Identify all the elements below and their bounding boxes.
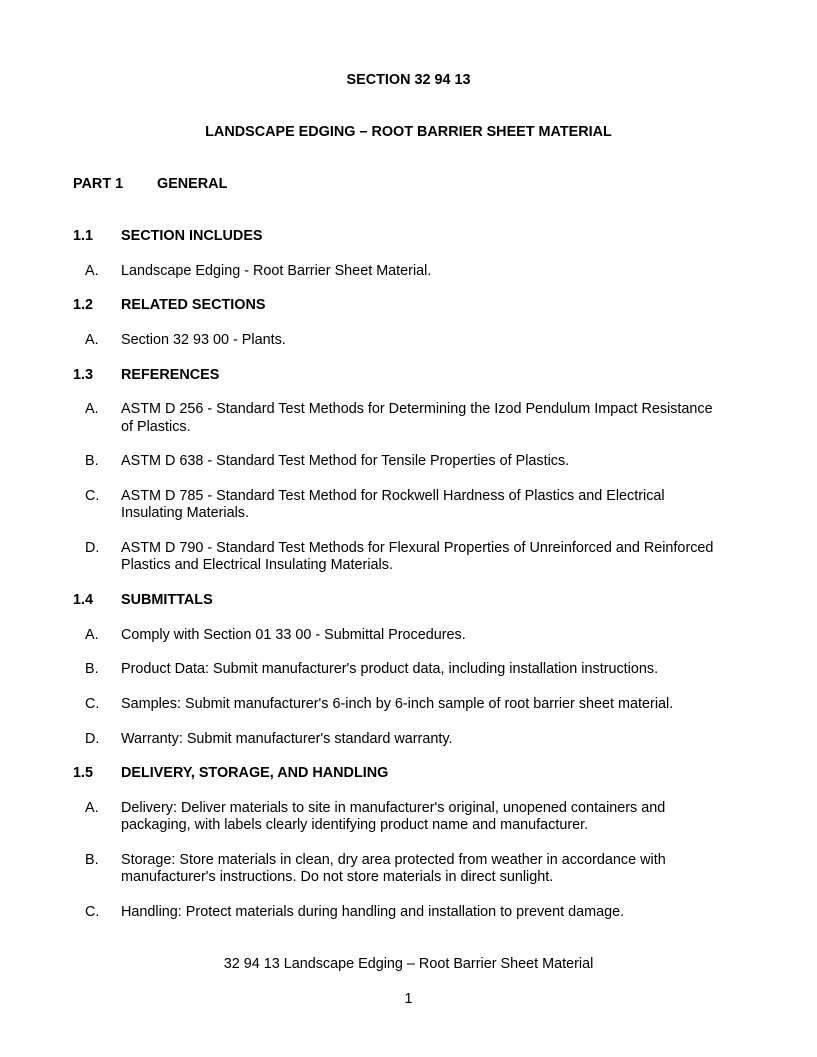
item-text: Comply with Section 01 33 00 - Submittal Procedures. — [121, 627, 466, 643]
item-text: ASTM D 785 - Standard Test Method for Rockwell Hardness of Plastics and Electrical — [121, 488, 665, 504]
part-title: GENERAL — [157, 176, 228, 192]
item-text-continued: Insulating Materials. — [121, 505, 249, 521]
item-text: Handling: Protect materials during handling and installation to prevent damage. — [121, 904, 625, 920]
article-title: SUBMITTALS — [121, 592, 213, 608]
item-letter: B. — [85, 852, 99, 868]
item-text: Landscape Edging - Root Barrier Sheet Material. — [121, 263, 432, 279]
item-text: Product Data: Submit manufacturer's product data, including installation instructions. — [121, 661, 659, 677]
item-text-continued: Plastics and Electrical Insulating Materials. — [121, 557, 393, 573]
item-letter: A. — [85, 627, 99, 643]
item-letter: A. — [85, 800, 99, 816]
item-text-continued: manufacturer's instructions. Do not store materials in direct sunlight. — [121, 869, 554, 885]
footer-caption: 32 94 13 Landscape Edging – Root Barrier Sheet Material — [223, 956, 594, 972]
item-text: ASTM D 790 - Standard Test Methods for Flexural Properties of Unreinforced and Reinforced — [121, 540, 714, 556]
item-text-continued: packaging, with labels clearly identifying product name and manufacturer. — [121, 817, 589, 833]
article-title: RELATED SECTIONS — [121, 297, 266, 313]
item-letter: D. — [85, 540, 100, 556]
item-text: Delivery: Deliver materials to site in manufacturer's original, unopened containers and — [121, 800, 666, 816]
item-letter: B. — [85, 453, 99, 469]
item-letter: A. — [85, 332, 99, 348]
section-number: SECTION 32 94 13 — [346, 72, 471, 88]
article-number: 1.4 — [73, 592, 94, 608]
article-number: 1.2 — [73, 297, 94, 313]
article-number: 1.5 — [73, 765, 94, 781]
item-text-continued: of Plastics. — [121, 419, 191, 435]
item-letter: C. — [85, 488, 100, 504]
item-letter: C. — [85, 904, 100, 920]
item-text: Section 32 93 00 - Plants. — [121, 332, 286, 348]
section-title: LANDSCAPE EDGING – ROOT BARRIER SHEET MATERIAL — [205, 124, 612, 140]
item-text: ASTM D 638 - Standard Test Method for Tensile Properties of Plastics. — [121, 453, 570, 469]
article-number: 1.3 — [73, 367, 94, 383]
article-title: SECTION INCLUDES — [121, 228, 263, 244]
article-number: 1.1 — [73, 228, 94, 244]
article-title: DELIVERY, STORAGE, AND HANDLING — [121, 765, 389, 781]
item-letter: B. — [85, 661, 99, 677]
item-text: Warranty: Submit manufacturer's standard warranty. — [121, 731, 453, 747]
part-number: PART 1 — [73, 176, 124, 192]
item-letter: C. — [85, 696, 100, 712]
page-number: 1 — [404, 991, 413, 1007]
item-text: Samples: Submit manufacturer's 6-inch by 6-inch sample of root barrier sheet material. — [121, 696, 674, 712]
item-letter: A. — [85, 401, 99, 417]
item-letter: A. — [85, 263, 99, 279]
article-title: REFERENCES — [121, 367, 220, 383]
item-text: Storage: Store materials in clean, dry area protected from weather in accordance with — [121, 852, 666, 868]
item-letter: D. — [85, 731, 100, 747]
item-text: ASTM D 256 - Standard Test Methods for Determining the Izod Pendulum Impact Resistance — [121, 401, 713, 417]
